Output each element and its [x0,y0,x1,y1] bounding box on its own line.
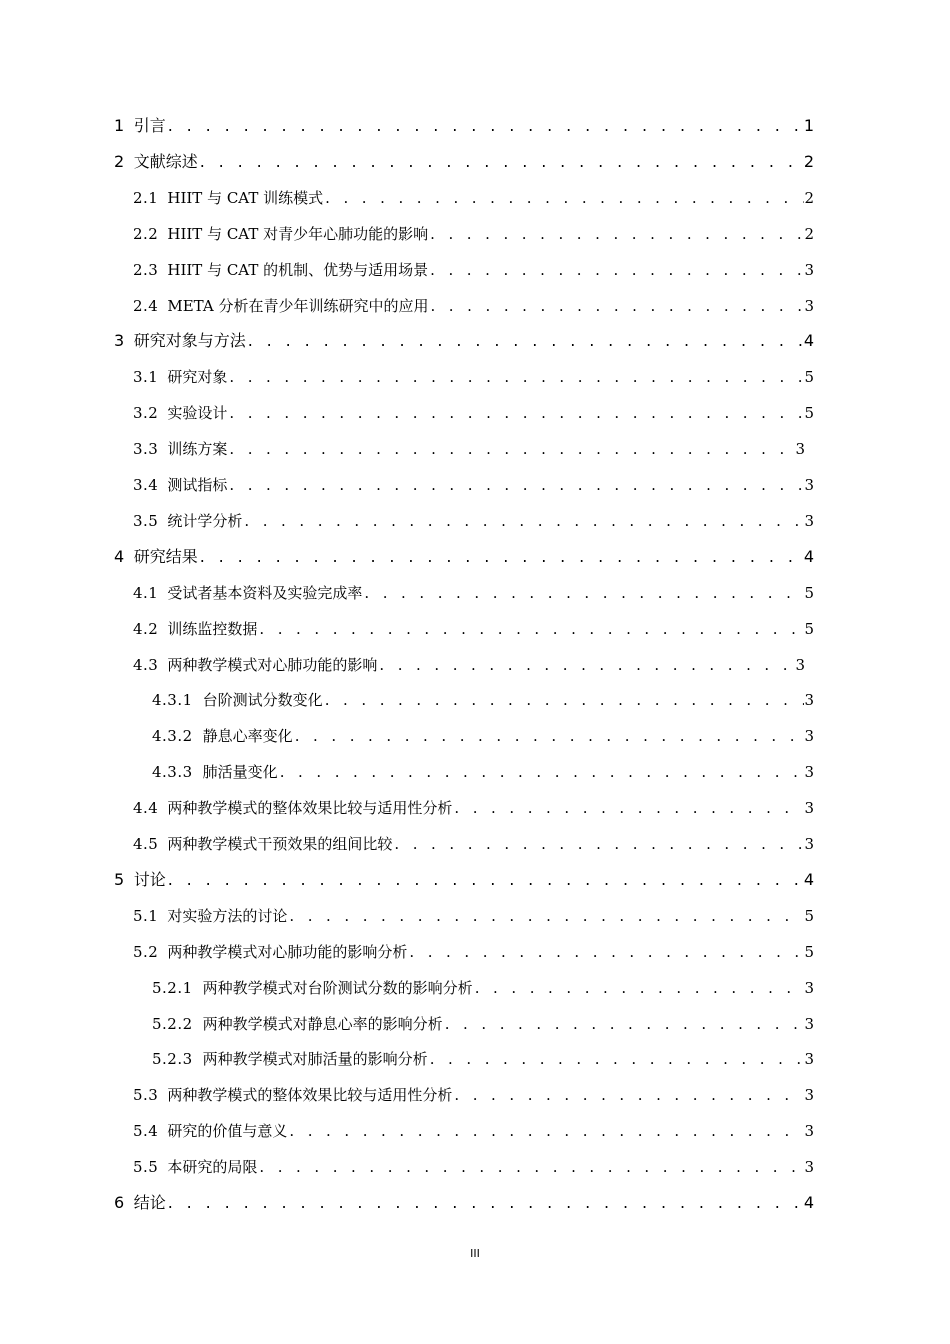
toc-entry[interactable] [133,1151,814,1177]
toc-entry-page-number: 3 [804,296,814,315]
toc-dot-leader [428,1049,805,1069]
toc-entry-number: 5 [114,869,125,889]
toc-entry[interactable] [133,361,814,387]
toc-entry-page-number: 3 [804,476,814,494]
toc-entry-title: 两种教学模式的整体效果比较与适用性分析 [167,799,453,818]
toc-entry[interactable] [133,397,814,423]
toc-entry[interactable] [114,325,814,351]
toc-entry-number: 5.5 [133,1158,159,1177]
toc-entry[interactable] [133,900,814,926]
toc-entry-title: 两种教学模式对心肺功能的影响分析 [167,942,408,961]
toc-entry[interactable] [133,469,814,495]
toc-dot-leader [377,655,795,675]
toc-entry-number: 3.1 [133,368,159,387]
toc-dot-leader [443,1014,805,1034]
toc-dot-leader [428,296,804,316]
toc-entry[interactable] [133,828,814,854]
toc-dot-leader [198,152,804,172]
toc-dot-leader [246,331,804,351]
toc-entry-page-number: 3 [804,727,814,746]
toc-entry-page-number: 1 [803,116,814,135]
toc-entry-number: 4.2 [133,619,159,638]
toc-entry[interactable] [133,936,814,962]
toc-dot-leader [323,188,804,208]
toc-entry[interactable] [133,1115,814,1141]
toc-entry-page-number: 2 [804,224,814,243]
toc-entry-page-number: 5 [804,619,814,638]
toc-dot-leader [473,978,805,998]
toc-entry-number: 5.2 [133,942,159,961]
toc-entry-number: 3.4 [133,476,159,494]
toc-entry-title: 测试指标 [167,476,228,494]
toc-entry-number: 3 [114,331,125,351]
toc-entry-page-number: 5 [804,404,814,423]
toc-entry[interactable] [133,613,814,639]
toc-entry-number: 4.3.3 [152,763,193,782]
toc-entry-title: 文献综述 [133,151,198,171]
toc-entry-number: 2.1 [133,188,159,207]
toc-entry-title: 研究对象 [167,368,228,387]
toc-entry-number: 5.4 [133,1122,159,1141]
toc-entry-title: 静息心率变化 [202,727,293,746]
toc-dot-leader [257,1157,804,1177]
toc-entry-number: 4 [114,546,125,566]
toc-dot-leader [287,1121,804,1141]
toc-entry[interactable] [133,792,814,818]
toc-entry-title: 结论 [133,1193,166,1212]
toc-entry-title: 两种教学模式的整体效果比较与适用性分析 [167,1086,453,1105]
toc-entry-title: HIIT 与 CAT 对青少年心肺功能的影响 [167,224,429,243]
toc-entry-number: 2.3 [133,260,159,279]
toc-entry-title: HIIT 与 CAT 训练模式 [167,188,324,207]
toc-entry-page-number: 5 [804,583,814,602]
toc-entry-number: 5.3 [133,1086,159,1105]
toc-dot-leader [166,1193,804,1213]
toc-dot-leader [242,511,804,531]
toc-dot-leader [227,475,804,495]
toc-dot-leader [392,834,804,854]
toc-entry-number: 4.5 [133,835,159,853]
toc-entry[interactable] [152,684,814,710]
toc-entry-title: 统计学分析 [167,511,243,530]
toc-entry-title: 两种教学模式对台阶测试分数的影响分析 [202,978,473,997]
toc-entry-number: 5.2.2 [152,1014,193,1033]
toc-entry-title: 肺活量变化 [202,763,278,782]
toc-entry-title: META 分析在青少年训练研究中的应用 [167,296,429,315]
toc-entry-page-number: 3 [795,655,805,674]
toc-dot-leader [323,690,805,710]
toc-entry-page-number: 4 [803,331,814,351]
toc-dot-leader [166,870,804,890]
toc-entry-title: HIIT 与 CAT 的机制、优势与适用场景 [167,260,429,279]
toc-entry[interactable] [133,218,814,244]
toc-entry-title: 训练监控数据 [167,619,258,638]
toc-entry[interactable] [133,649,805,675]
toc-entry-number: 3.3 [133,440,159,459]
toc-dot-leader [227,439,795,459]
toc-entry-number: 4.3.2 [152,727,193,746]
toc-entry-number: 4.3.1 [152,691,193,710]
toc-entry-page-number: 5 [804,368,814,387]
toc-entry-title: 两种教学模式干预效果的组间比较 [167,835,393,853]
toc-entry-page-number: 3 [804,1086,814,1105]
toc-entry[interactable] [114,541,814,567]
toc-entry[interactable] [133,182,814,208]
toc-entry-number: 4.4 [133,799,159,818]
toc-dot-leader [407,942,804,962]
toc-entry[interactable] [133,290,814,316]
toc-entry-page-number: 3 [804,1014,814,1033]
toc-entry-page-number: 3 [804,799,814,818]
toc-dot-leader [452,798,804,818]
toc-entry-title: 引言 [133,116,166,135]
toc-entry-page-number: 5 [804,906,814,925]
toc-entry-page-number: 5 [804,942,814,961]
toc-entry-title: 实验设计 [167,404,228,423]
toc-entry-page-number: 4 [803,869,814,889]
toc-entry[interactable] [152,1008,814,1034]
toc-entry-page-number: 3 [804,1050,814,1069]
toc-entry-page-number: 3 [804,691,814,710]
toc-dot-leader [428,260,804,280]
toc-entry-number: 4.3 [133,655,159,674]
toc-dot-leader [166,116,804,136]
toc-entry-number: 3.5 [133,511,159,530]
toc-entry[interactable] [152,756,814,782]
toc-entry[interactable] [133,577,814,603]
toc-entry[interactable] [152,1043,814,1069]
toc-entry-title: 讨论 [133,869,166,889]
toc-entry-page-number: 3 [804,1158,814,1177]
toc-entry[interactable] [133,505,814,531]
toc-entry[interactable] [152,720,814,746]
toc-entry-page-number: 4 [803,546,814,566]
toc-entry-title: 两种教学模式对静息心率的影响分析 [202,1014,443,1033]
toc-entry-number: 2 [114,151,125,171]
toc-dot-leader [293,726,805,746]
toc-entry-number: 2.4 [133,296,159,315]
toc-entry[interactable] [133,433,805,459]
toc-entry[interactable] [114,146,814,172]
toc-entry-page-number: 3 [804,835,814,853]
toc-entry-title: 两种教学模式对肺活量的影响分析 [202,1050,428,1069]
toc-entry-title: 研究对象与方法 [133,331,246,351]
toc-dot-leader [227,367,804,387]
toc-entry-title: 两种教学模式对心肺功能的影响 [167,655,378,674]
toc-dot-leader [257,619,804,639]
toc-entry[interactable] [114,864,814,890]
toc-entry-number: 3.2 [133,404,159,423]
toc-entry-number: 4.1 [133,583,159,602]
toc-entry[interactable] [114,110,814,136]
toc-entry-title: 台阶测试分数变化 [202,691,323,710]
toc-entry-title: 训练方案 [167,440,228,459]
toc-entry[interactable] [133,254,814,280]
toc-entry-page-number: 4 [803,1193,814,1212]
toc-entry-title: 对实验方法的讨论 [167,906,288,925]
toc-entry-title: 研究结果 [133,546,198,566]
toc-entry[interactable] [133,1079,814,1105]
toc-entry-number: 1 [114,116,125,135]
toc-entry-title: 本研究的局限 [167,1158,258,1177]
page-footer-number: III [470,1247,480,1260]
toc-entry-number: 5.2.1 [152,978,193,997]
toc-dot-leader [452,1085,804,1105]
toc-dot-leader [287,906,804,926]
toc-entry-title: 研究的价值与意义 [167,1122,288,1141]
toc-dot-leader [428,224,804,244]
toc-dot-leader [278,762,805,782]
toc-dot-leader [227,403,804,423]
toc-entry-number: 6 [114,1193,125,1212]
toc-entry-number: 2.2 [133,224,159,243]
toc-dot-leader [362,583,804,603]
toc-entry-number: 5.2.3 [152,1050,193,1069]
toc-entry-page-number: 3 [804,1122,814,1141]
toc-entry-page-number: 3 [804,978,814,997]
toc-entry[interactable] [114,1187,814,1213]
toc-entry-number: 5.1 [133,906,159,925]
toc-entry-page-number: 3 [804,511,814,530]
toc-entry-page-number: 3 [795,440,805,459]
toc-entry-page-number: 3 [804,260,814,279]
toc-entry-title: 受试者基本资料及实验完成率 [167,583,363,602]
toc-entry-page-number: 3 [804,763,814,782]
toc-entry-page-number: 2 [804,188,814,207]
toc-dot-leader [198,547,804,567]
toc-entry[interactable] [152,972,814,998]
toc-entry-page-number: 2 [803,151,814,171]
